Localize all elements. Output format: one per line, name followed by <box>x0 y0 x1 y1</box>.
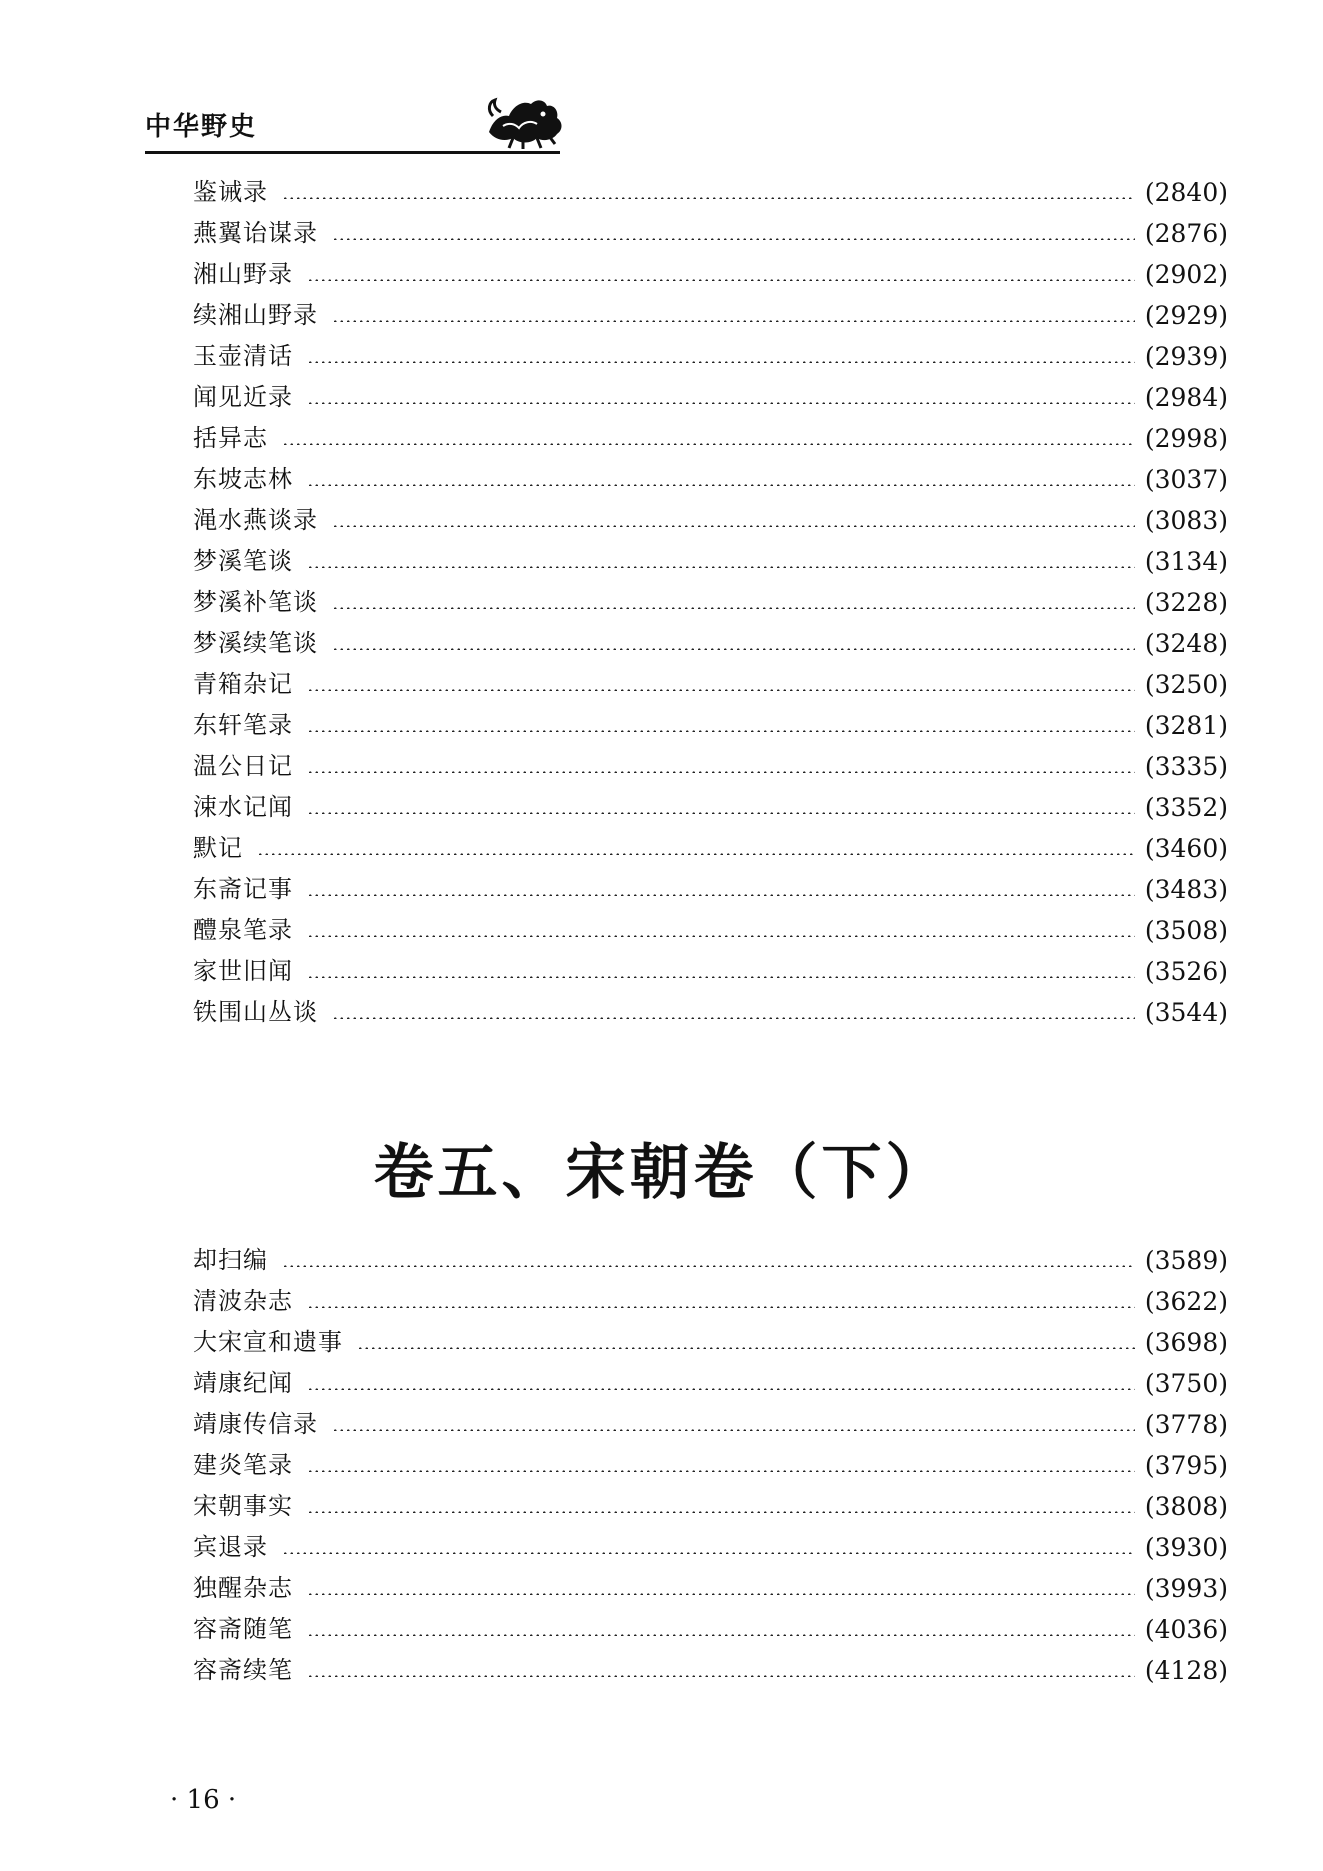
toc-entry-page: (3544) <box>1144 998 1228 1027</box>
toc-entry-page: (3352) <box>1144 793 1228 822</box>
toc-entry-title: 铁围山丛谈 <box>193 998 318 1026</box>
toc-entry <box>193 500 1228 541</box>
toc-entry-title: 玉壶清话 <box>193 342 293 370</box>
toc-entry <box>193 787 1228 828</box>
toc-entry <box>193 746 1228 787</box>
toc-entry-title: 鉴诫录 <box>193 178 268 206</box>
toc-entry-title: 容斋续笔 <box>193 1656 293 1684</box>
toc-entry-title: 温公日记 <box>193 752 293 780</box>
toc-entry <box>193 623 1228 664</box>
toc-entry <box>193 705 1228 746</box>
toc-entry-title: 独醒杂志 <box>193 1574 293 1602</box>
toc-entry-page: (3460) <box>1144 834 1228 863</box>
toc-entry <box>193 1445 1228 1486</box>
toc-leader-dots <box>307 361 1135 363</box>
toc-entry-title: 续湘山野录 <box>193 301 318 329</box>
toc-entry <box>193 951 1228 992</box>
toc-leader-dots <box>332 525 1135 527</box>
toc-entry-page: (3698) <box>1144 1328 1228 1357</box>
toc-entry-title: 醴泉笔录 <box>193 916 293 944</box>
toc-entry-page: (3993) <box>1144 1574 1228 1603</box>
toc-leader-dots <box>307 730 1135 732</box>
toc-leader-dots <box>332 238 1135 240</box>
toc-entry-title: 涑水记闻 <box>193 793 293 821</box>
toc-entry-page: (4036) <box>1144 1615 1228 1644</box>
toc-leader-dots <box>332 1017 1135 1019</box>
toc-entry <box>193 541 1228 582</box>
toc-entry <box>193 377 1228 418</box>
toc-entry-page: (3083) <box>1144 506 1228 535</box>
toc-entry <box>193 418 1228 459</box>
toc-entry-page: (3228) <box>1144 588 1228 617</box>
toc-leader-dots <box>307 771 1135 773</box>
toc-entry <box>193 1650 1228 1691</box>
toc-entry <box>193 1404 1228 1445</box>
page-number: · 16 · <box>170 1785 237 1815</box>
toc-entry-title: 燕翼诒谋录 <box>193 219 318 247</box>
toc-entry <box>193 664 1228 705</box>
toc-leader-dots <box>307 812 1135 814</box>
toc-list-lower <box>193 1240 1228 1691</box>
section-heading: 卷五、宋朝卷（下） <box>373 1138 950 1208</box>
toc-entry-page: (2929) <box>1144 301 1228 330</box>
toc-entry-page: (4128) <box>1144 1656 1228 1685</box>
toc-leader-dots <box>357 1347 1135 1349</box>
toc-entry-title: 梦溪补笔谈 <box>193 588 318 616</box>
toc-entry-title: 靖康纪闻 <box>193 1369 293 1397</box>
toc-entry-page: (3281) <box>1144 711 1228 740</box>
toc-leader-dots <box>307 689 1135 691</box>
toc-leader-dots <box>282 1265 1135 1267</box>
toc-entry-title: 闻见近录 <box>193 383 293 411</box>
toc-leader-dots <box>307 1675 1135 1677</box>
toc-entry <box>193 1609 1228 1650</box>
toc-entry-title: 宋朝事实 <box>193 1492 293 1520</box>
toc-leader-dots <box>307 1593 1135 1595</box>
dragon-logo-icon <box>483 92 568 150</box>
toc-entry-page: (3622) <box>1144 1287 1228 1316</box>
toc-entry-page: (2939) <box>1144 342 1228 371</box>
toc-entry <box>193 1322 1228 1363</box>
toc-leader-dots <box>307 279 1135 281</box>
toc-entry-title: 括异志 <box>193 424 268 452</box>
toc-leader-dots <box>307 1634 1135 1636</box>
toc-leader-dots <box>307 1388 1135 1390</box>
toc-leader-dots <box>332 320 1135 322</box>
toc-entry-title: 却扫编 <box>193 1246 268 1274</box>
toc-entry-title: 东斋记事 <box>193 875 293 903</box>
toc-entry-page: (3134) <box>1144 547 1228 576</box>
toc-entry-title: 渑水燕谈录 <box>193 506 318 534</box>
toc-entry-title: 建炎笔录 <box>193 1451 293 1479</box>
toc-entry-page: (3037) <box>1144 465 1228 494</box>
toc-entry-title: 宾退录 <box>193 1533 268 1561</box>
toc-entry-title: 梦溪笔谈 <box>193 547 293 575</box>
toc-entry-page: (3335) <box>1144 752 1228 781</box>
toc-entry-page: (3483) <box>1144 875 1228 904</box>
toc-leader-dots <box>307 566 1135 568</box>
toc-entry-page: (2876) <box>1144 219 1228 248</box>
toc-leader-dots <box>307 1306 1135 1308</box>
toc-entry-page: (3750) <box>1144 1369 1228 1398</box>
toc-leader-dots <box>307 976 1135 978</box>
toc-entry-page: (3930) <box>1144 1533 1228 1562</box>
toc-entry-page: (2902) <box>1144 260 1228 289</box>
toc-entry-page: (2998) <box>1144 424 1228 453</box>
toc-leader-dots <box>332 1429 1135 1431</box>
toc-entry-title: 家世旧闻 <box>193 957 293 985</box>
header-rule <box>145 151 560 154</box>
toc-entry <box>193 295 1228 336</box>
toc-entry-title: 容斋随笔 <box>193 1615 293 1643</box>
toc-list-upper <box>193 172 1228 1033</box>
toc-entry-title: 梦溪续笔谈 <box>193 629 318 657</box>
toc-entry-title: 靖康传信录 <box>193 1410 318 1438</box>
toc-entry-page: (2840) <box>1144 178 1228 207</box>
toc-leader-dots <box>282 1552 1135 1554</box>
toc-leader-dots <box>307 402 1135 404</box>
toc-entry <box>193 172 1228 213</box>
toc-leader-dots <box>257 853 1135 855</box>
toc-entry <box>193 213 1228 254</box>
toc-entry-page: (3250) <box>1144 670 1228 699</box>
toc-entry <box>193 336 1228 377</box>
toc-entry-page: (3778) <box>1144 1410 1228 1439</box>
toc-entry-page: (3248) <box>1144 629 1228 658</box>
toc-entry-page: (3589) <box>1144 1246 1228 1275</box>
running-header <box>145 92 560 156</box>
toc-entry-page: (2984) <box>1144 383 1228 412</box>
toc-entry-title: 清波杂志 <box>193 1287 293 1315</box>
toc-entry <box>193 459 1228 500</box>
toc-entry-page: (3795) <box>1144 1451 1228 1480</box>
toc-entry-title: 湘山野录 <box>193 260 293 288</box>
toc-leader-dots <box>332 648 1135 650</box>
toc-entry <box>193 869 1228 910</box>
toc-entry-title: 东坡志林 <box>193 465 293 493</box>
toc-entry <box>193 992 1228 1033</box>
toc-leader-dots <box>282 443 1135 445</box>
toc-entry-page: (3508) <box>1144 916 1228 945</box>
toc-leader-dots <box>307 1470 1135 1472</box>
toc-entry <box>193 254 1228 295</box>
toc-entry <box>193 828 1228 869</box>
toc-entry <box>193 1527 1228 1568</box>
toc-leader-dots <box>307 484 1135 486</box>
toc-entry-page: (3526) <box>1144 957 1228 986</box>
toc-leader-dots <box>332 607 1135 609</box>
book-title: 中华野史 <box>145 112 258 142</box>
toc-entry <box>193 582 1228 623</box>
toc-entry <box>193 1568 1228 1609</box>
toc-entry-title: 东轩笔录 <box>193 711 293 739</box>
toc-entry <box>193 1486 1228 1527</box>
toc-leader-dots <box>307 1511 1135 1513</box>
toc-leader-dots <box>282 197 1135 199</box>
toc-entry <box>193 1281 1228 1322</box>
toc-entry <box>193 1363 1228 1404</box>
toc-entry-title: 大宋宣和遗事 <box>193 1328 343 1356</box>
toc-entry <box>193 910 1228 951</box>
toc-entry-page: (3808) <box>1144 1492 1228 1521</box>
toc-entry-title: 默记 <box>193 834 243 862</box>
toc-leader-dots <box>307 935 1135 937</box>
toc-entry-title: 青箱杂记 <box>193 670 293 698</box>
toc-leader-dots <box>307 894 1135 896</box>
toc-entry <box>193 1240 1228 1281</box>
